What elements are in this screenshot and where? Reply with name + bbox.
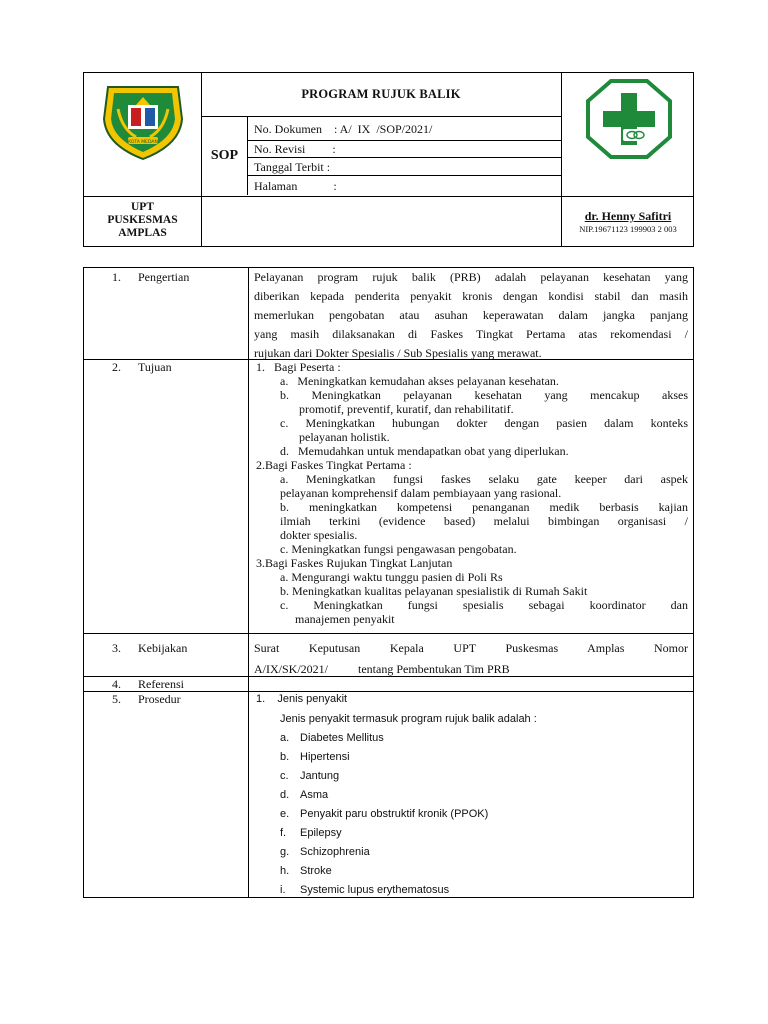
disease-item: Diabetes Mellitus [300, 732, 384, 744]
section-number: 4. [112, 677, 121, 691]
disease-item: Systemic lupus erythematosus [300, 884, 450, 896]
org-line: PUSKESMAS [107, 214, 178, 226]
disease-mark: e. [280, 808, 290, 820]
disease-mark: d. [280, 789, 290, 801]
puskesmas-logo [584, 77, 674, 161]
document-title: PROGRAM RUJUK BALIK [301, 87, 461, 101]
head-name: dr. Henny Safitri [584, 209, 672, 223]
tujuan-line: c. Meningkatkan fungsi pengawasan pengobatan. [280, 542, 517, 556]
disease-item: Hipertensi [300, 751, 350, 763]
org-line: AMPLAS [118, 227, 167, 239]
sop-label: SOP [210, 148, 239, 163]
pengertian-line: Pelayanan program rujuk balik (PRB) adalah pelayanan kesehatan yang [254, 270, 688, 284]
disease-item: Jantung [300, 770, 340, 782]
section-label-referensi: Referensi [138, 677, 184, 691]
header-divider [561, 73, 562, 246]
section-label-pengertian: Pengertian [138, 270, 190, 284]
tujuan-line: 3.Bagi Faskes Rujukan Tingkat Lanjutan [256, 556, 453, 570]
header-divider [247, 157, 561, 158]
tujuan-line: b. meningkatkan kompetensi penanganan medik berbasis kajian [280, 500, 688, 514]
disease-mark: c. [280, 770, 289, 782]
tujuan-line: b. Meningkatkan pelayanan kesehatan yang mencakup akses [280, 388, 688, 402]
tujuan-line: d. Memudahkan untuk mendapatkan obat yang diperlukan. [280, 444, 569, 458]
org-line: UPT [131, 201, 154, 213]
row-divider [84, 633, 693, 634]
section-label-prosedur: Prosedur [138, 692, 181, 706]
tujuan-line: b. Meningkatkan kualitas pelayanan spesialistik di Rumah Sakit [280, 584, 588, 598]
section-label-tujuan: Tujuan [138, 360, 172, 374]
disease-mark: h. [280, 865, 290, 877]
header-divider [247, 116, 248, 195]
disease-item: Penyakit paru obstruktif kronik (PPOK) [300, 808, 489, 820]
pengertian-line: rujukan dari Dokter Spesialis / Sub Spesialis yang merawat. [254, 346, 542, 360]
prosedur-line: 1. Jenis penyakit [256, 693, 348, 705]
header-divider [247, 140, 561, 141]
tujuan-line: pelayanan holistik. [299, 430, 390, 444]
section-number: 1. [112, 270, 121, 284]
header-divider [201, 116, 561, 117]
tujuan-line: manajemen penyakit [295, 612, 395, 626]
tujuan-line: c. Meningkatkan hubungan dokter dengan pasien dalam konteks [280, 416, 688, 430]
pengertian-line: yang masih dilaksanakan di Faskes Tingkat Pertama atas rekomendasi / [254, 327, 688, 341]
header-divider [84, 196, 693, 197]
section-number: 3. [112, 641, 121, 655]
section-number: 5. [112, 692, 121, 706]
doc-number-field: No. Dokumen : A/ IX /SOP/2021/ [254, 122, 433, 136]
disease-item: Schizophrenia [300, 846, 370, 858]
disease-mark: a. [280, 732, 290, 744]
tujuan-line: a. Meningkatkan kemudahan akses pelayanan kesehatan. [280, 374, 559, 388]
kota-medan-emblem [98, 79, 188, 161]
sop-header-table [83, 72, 694, 247]
pengertian-line: diberikan kepada penderita penyakit kronis dengan kondisi stabil dan masih [254, 289, 688, 303]
page-field: Halaman : [254, 179, 337, 193]
tujuan-line: a. Meningkatkan fungsi faskes selaku gate keeper dari aspek [280, 472, 688, 486]
section-number: 2. [112, 360, 121, 374]
disease-item: Stroke [300, 865, 332, 877]
kebijakan-line: A/IX/SK/2021/ tentang Pembentukan Tim PRB [254, 662, 510, 676]
tujuan-line: ilmiah terkini (evidence based) melalui bimbingan organisasi / [280, 514, 688, 528]
header-divider [247, 175, 561, 176]
disease-item: Epilepsy [300, 827, 342, 839]
kebijakan-line: Surat Keputusan Kepala UPT Puskesmas Amplas Nomor [254, 641, 688, 655]
tujuan-line: 2.Bagi Faskes Tingkat Pertama : [256, 458, 412, 472]
tujuan-line: dokter spesialis. [280, 528, 358, 542]
tujuan-line: c. Meningkatkan fungsi spesialis sebagai koordinator dan [280, 598, 688, 612]
pengertian-line: memerlukan pengobatan atau asuhan keperawatan dalam jangka panjang [254, 308, 688, 322]
tujuan-line: a. Mengurangi waktu tunggu pasien di Poli Rs [280, 570, 503, 584]
issue-date-field: Tanggal Terbit : [254, 160, 331, 174]
tujuan-line: pelayanan komprehensif dalam pembiayaan yang rasional. [280, 486, 562, 500]
emblem-text: KOTA MEDAN [128, 140, 158, 145]
revision-field: No. Revisi : [254, 142, 336, 156]
sop-content-table [83, 267, 694, 898]
disease-item: Asma [300, 789, 329, 801]
disease-mark: f. [280, 827, 287, 839]
column-divider [248, 268, 249, 897]
section-label-kebijakan: Kebijakan [138, 641, 188, 655]
disease-mark: i. [280, 884, 286, 896]
disease-mark: b. [280, 751, 290, 763]
tujuan-line: promotif, preventif, kuratif, dan rehabilitatif. [299, 402, 514, 416]
disease-mark: g. [280, 846, 290, 858]
head-nip: NIP.19671123 199903 2 003 [579, 224, 677, 234]
prosedur-line: Jenis penyakit termasuk program rujuk balik adalah : [280, 713, 537, 725]
organization-name [84, 201, 201, 240]
tujuan-line: 1. Bagi Peserta : [256, 360, 341, 374]
